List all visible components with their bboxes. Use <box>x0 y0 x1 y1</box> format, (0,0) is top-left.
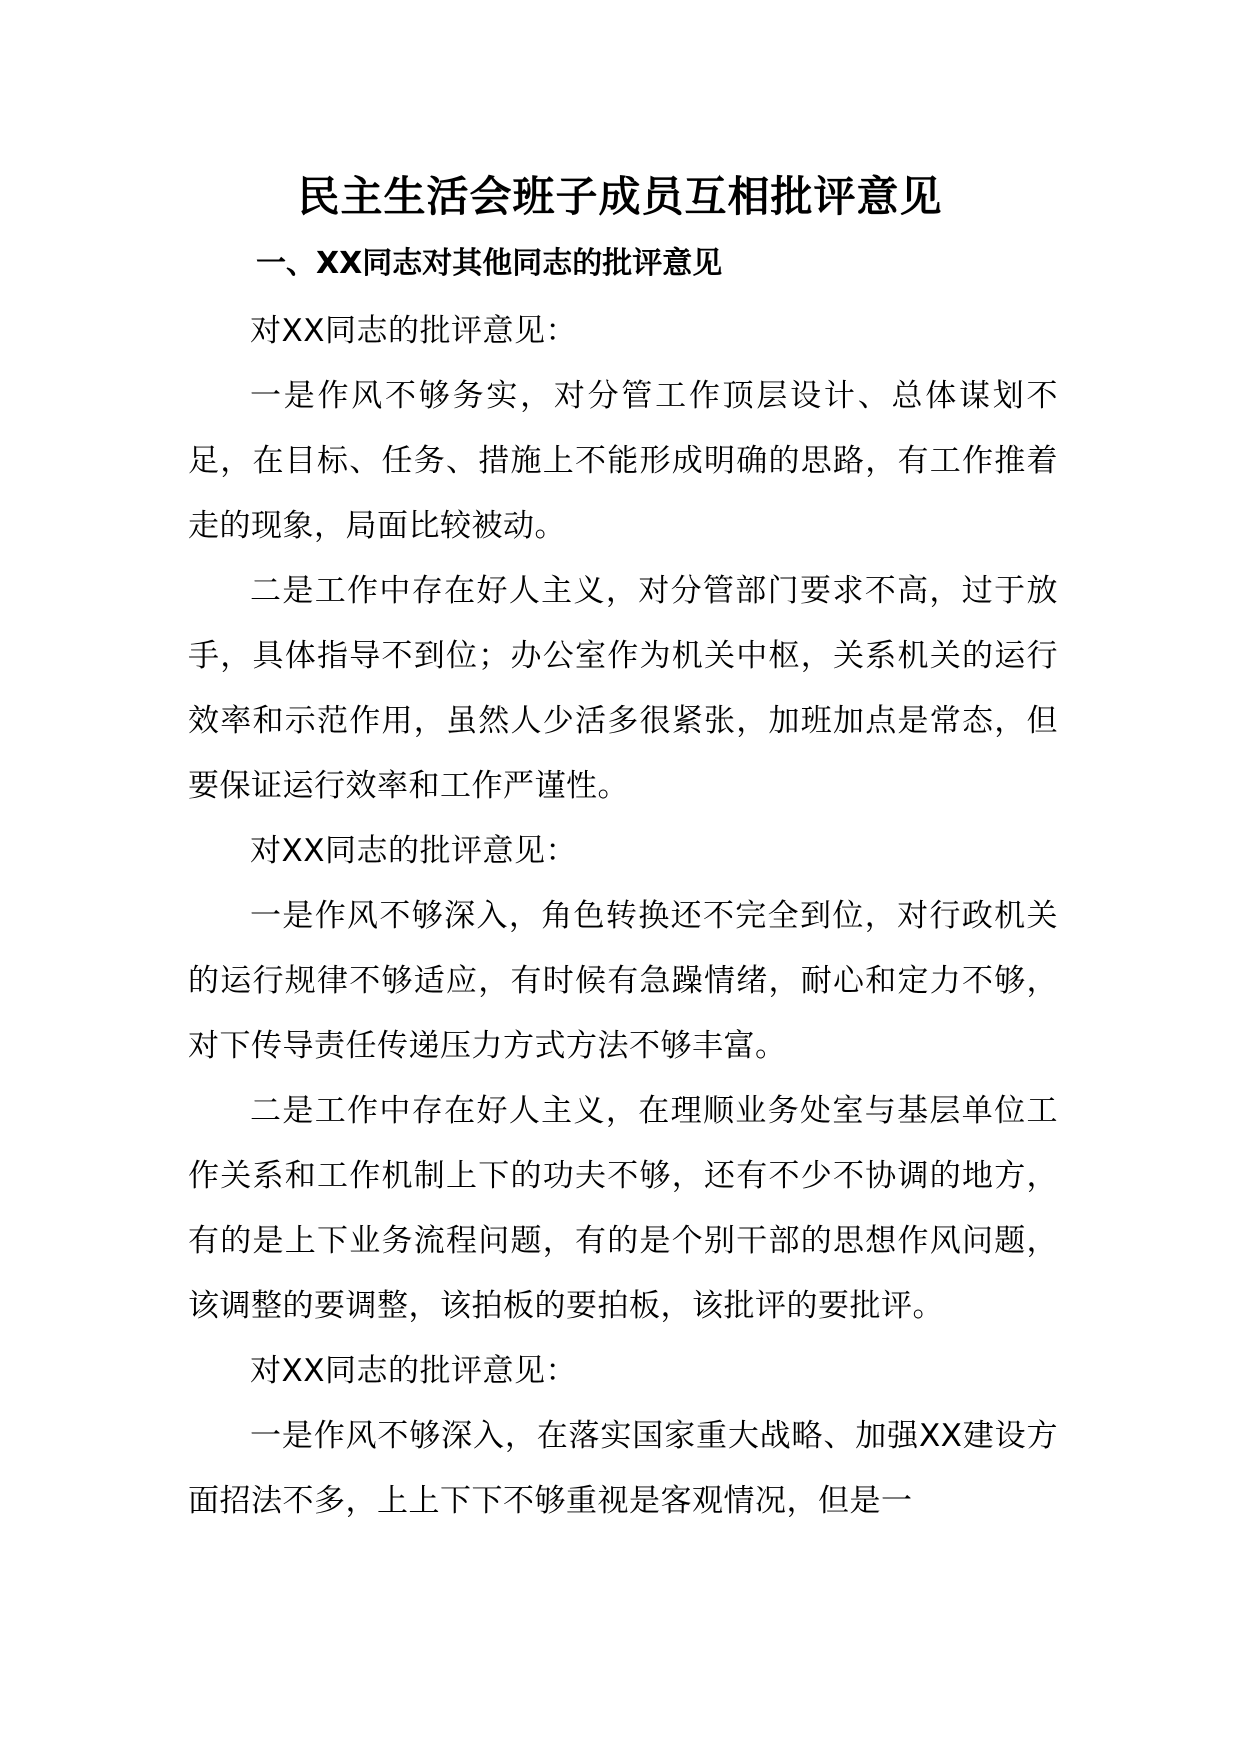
paragraph: 一是作风不够务实，对分管工作顶层设计、总体谋划不足，在目标、任务、措施上不能形成明确的思路，有工作推着走的现象，局面比较被动。 <box>188 378 1058 544</box>
paragraph: 一是作风不够深入，在落实国家重大战略、加强XX建设方面招法不多，上上下下不够重视是客观情况，但是一 <box>188 1418 1058 1519</box>
paragraph: 二是工作中存在好人主义，在理顺业务处室与基层单位工作关系和工作机制上下的功夫不够，还有不少不协调的地方，有的是上下业务流程问题，有的是个别干部的思想作风问题，该调整的要调整，该拍板的要拍板，该批评的要批评。 <box>188 1093 1058 1324</box>
paragraph-subject-2: 对XX同志的批评意见： <box>250 833 577 869</box>
paragraph: 二是工作中存在好人主义，对分管部门要求不高，过于放手，具体指导不到位；办公室作为机关中枢，关系机关的运行效率和示范作用，虽然人少活多很紧张，加班加点是常态，但要保证运行效率和工作严谨性。 <box>188 573 1058 804</box>
document-body <box>188 299 1058 1534</box>
document-title: 民主生活会班子成员互相批评意见 <box>297 172 943 221</box>
section-heading: 一、XX同志对其他同志的批评意见 <box>256 246 723 281</box>
paragraph-subject-3: 对XX同志的批评意见： <box>250 1353 577 1389</box>
paragraph: 一是作风不够深入，角色转换还不完全到位，对行政机关的运行规律不够适应，有时候有急躁情绪，耐心和定力不够，对下传导责任传递压力方式方法不够丰富。 <box>188 898 1058 1064</box>
paragraph-subject-1: 对XX同志的批评意见： <box>250 313 577 349</box>
